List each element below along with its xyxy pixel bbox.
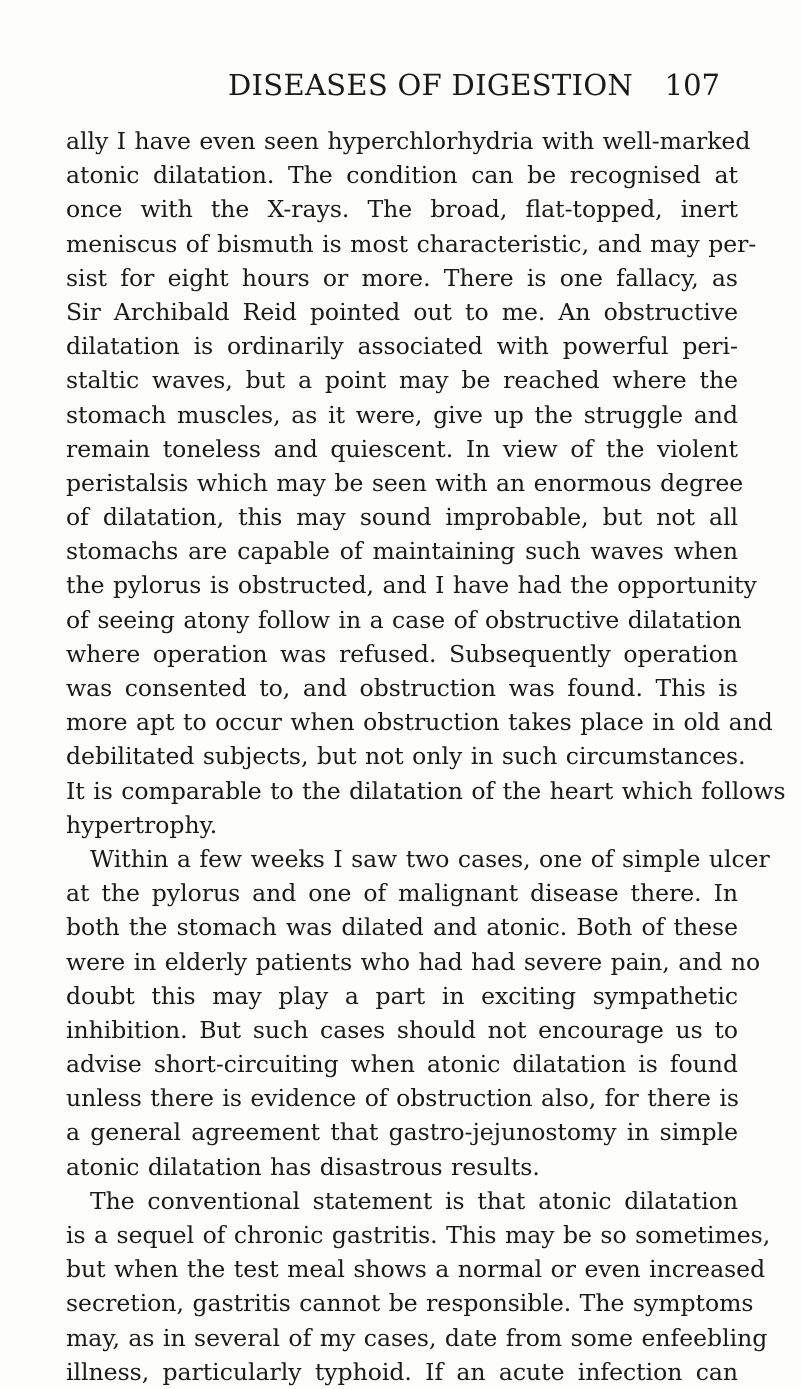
text-line: illness, particularly typhoid. If an acute infection can — [66, 1357, 738, 1386]
text-line: The conventional statement is that atonic dilatation — [90, 1186, 738, 1215]
text-line: doubt this may play a part in exciting sympathetic — [66, 981, 738, 1010]
text-line: of dilatation, this may sound improbable, but not all — [66, 503, 738, 532]
text-line: advise short-circuiting when atonic dilatation is found — [66, 1050, 738, 1079]
text-line: secretion, gastritis cannot be responsible. The symptoms — [66, 1289, 754, 1318]
text-line: peristalsis which may be seen with an enormous degree — [66, 468, 744, 497]
text-line: ally I have even seen hyperchlorhydria with well-marked — [66, 127, 751, 155]
text-line: sist for eight hours or more. There is one fallacy, as — [66, 263, 738, 292]
text-line: debilitated subjects, but not only in such circumstances. — [66, 742, 746, 771]
running-head — [180, 68, 720, 108]
text-line: atonic dilatation has disastrous results. — [66, 1152, 540, 1181]
text-line: unless there is evidence of obstruction also, for there is — [66, 1084, 739, 1113]
page-number: 107 — [664, 68, 720, 102]
text-line: It is comparable to the dilatation of the heart which follows — [66, 776, 786, 805]
body-text — [66, 124, 786, 1389]
text-line: stomach muscles, as it were, give up the struggle and — [66, 400, 738, 429]
text-line: remain toneless and quiescent. In view of the violent — [66, 434, 738, 463]
text-line: is a sequel of chronic gastritis. This may be so sometimes, — [66, 1221, 771, 1249]
text-line: a general agreement that gastro-jejunostomy in simple — [66, 1118, 738, 1147]
text-line: atonic dilatation. The condition can be recognised at — [66, 161, 738, 190]
text-line: at the pylorus and one of malignant disease there. In — [66, 879, 738, 908]
text-line: stomachs are capable of maintaining such waves when — [66, 537, 738, 566]
text-line: meniscus of bismuth is most characteristic, and may per- — [66, 229, 757, 258]
text-line: staltic waves, but a point may be reached where the — [66, 366, 738, 395]
text-line: more apt to occur when obstruction takes place in old and — [66, 708, 773, 737]
text-line: once with the X-rays. The broad, flat-topped, inert — [66, 195, 738, 224]
text-line: was consented to, and obstruction was found. This is — [66, 674, 738, 702]
text-line: where operation was refused. Subsequently operation — [66, 639, 738, 668]
running-title: DISEASES OF DIGESTION — [228, 68, 634, 102]
text-line: hypertrophy. — [66, 810, 218, 839]
text-line: inhibition. But such cases should not encourage us to — [66, 1015, 738, 1044]
text-line: were in elderly patients who had had severe pain, and no — [66, 947, 761, 976]
text-line: both the stomach was dilated and atonic. Both of these — [66, 913, 738, 942]
text-line: of seeing atony follow in a case of obstructive dilatation — [66, 605, 742, 634]
text-line: but when the test meal shows a normal or even increased — [66, 1255, 766, 1284]
text-line: the pylorus is obstructed, and I have had the opportunity — [66, 571, 757, 600]
text-line: Within a few weeks I saw two cases, one of simple ulcer — [90, 844, 770, 873]
text-line: dilatation is ordinarily associated with powerful peri- — [66, 332, 738, 361]
text-line: Sir Archibald Reid pointed out to me. An obstructive — [66, 297, 738, 326]
text-line: may, as in several of my cases, date from some enfeebling — [66, 1323, 768, 1352]
